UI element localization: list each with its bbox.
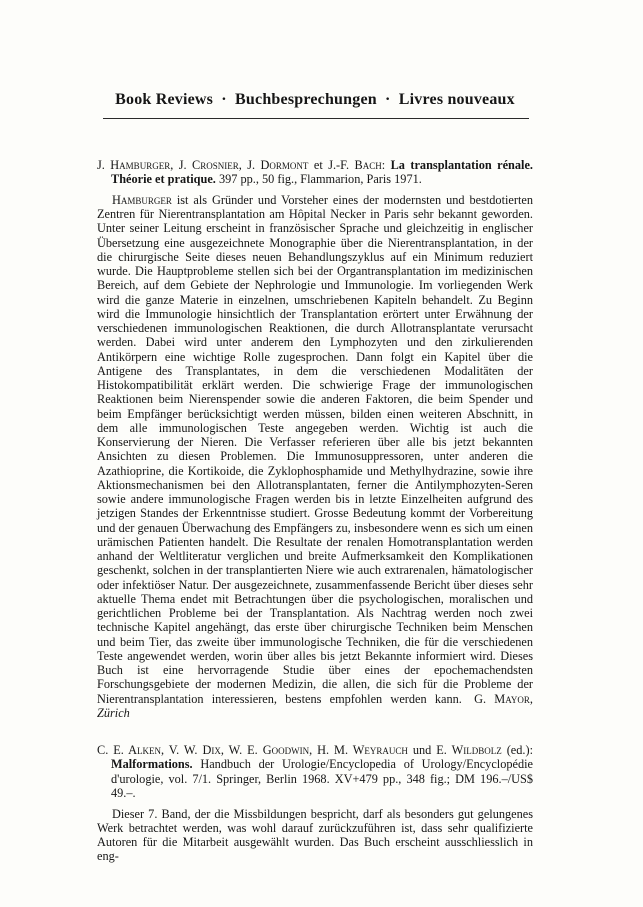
text-run [462, 692, 474, 706]
page-title: Book Reviews · Buchbesprechungen · Livres nouveaux [115, 91, 515, 108]
text-run: Zürich [97, 705, 130, 720]
review-text [97, 807, 533, 864]
text-run: ist als Gründer und Vorsteher eines der modernsten und bestdotierten Zentren für Nierentransplantation am Hôpital Necker in Paris sehr bekannt geworden. Unter seiner Leitung erscheint in französischer Sprache und gleichzeitig in englischer Übersetzung eine ausgezeichnete Monographie über die Nierentransplantation, in der die chirurgische Seite dieses neuen Behandlungszyklus auf ein Minimum reduziert wurde. Die Hauptprobleme stellen sich bei der Organtransplantation im medizinischen Bereich, auf dem Gebiete der Nephrologie und Immunologie. Im vorliegenden Werk wird die ganze Materie in einzelnen, umschriebenen Kapiteln behandelt. Zu Beginn wird die Immunologie hinsichtlich der Transplantation erörtert unter Erwähnung der verschiedenen immunologischen Reaktionen, die durch Allotransplantate verursacht werden. Dabei wird unter anderem den Lymphozyten und den zirkulierenden Antikörpern eine wichtige Rolle zugesprochen. Dann folgt ein Kapitel über die Antigene des Transplantates, in dem die verschiedenen Modalitäten der Histokompatibilität erklärt werden. Die schwierige Frage der immunologischen Reaktionen beim Nierenspender sowie die anderen Faktoren, die beim Spender und beim Empfänger berücksichtigt werden müssen, bilden einen weiteren Abschnitt, in dem alle immunologischen Teste angegeben werden. Wichtig ist auch die Konservierung der Nieren. Die Verfasser referieren über alle bis jetzt bekannten Ansichten zu diesen Problemen. Die Immunosuppressoren, unter anderen die Azathioprine, die Kortikoide, die Zyklophosphamide und Methylhydrazine, sowie ihre Aktionsmechanismen bei den Allotransplantaten, ferner die Antilymphozyten-Seren sowie andere immunologische Fragen werden bis in letzte Einzelheiten aufgrund des jetzigen Standes der Erkenntnisse studiert. Grosse Bedeutung kommt der Vorbereitung und der genauen Überwachung des Empfängers zu, insbesondere wenn es sich um einen urämischen Patienten handelt. Die Resultate der renalen Homotransplantation werden anhand der Weltliteratur verglichen und breite Aufmerksamkeit den Komplikationen geschenkt, solchen in der transplantierten Niere wie auch extrarenalen, hämatologischer oder infektiöser Natur. Der ausgezeichnete, zusammenfassende Bericht über dieses sehr aktuelle Thema endet mit Betrachtungen über die psychologischen, moralischen und gerichtlichen Probleme bei der Transplantation. Als Nachtrag werden noch zwei technische Kapitel angehängt, das erste über chirurgische Techniken beim Menschen und beim Tier, das zweite über immunologische Techniken, die für die verschiedenen Teste angewendet werden, worin über alles bis jetzt Bekannte informiert wird. Dieses Buch ist eine hervorragende Studie über eines der epochemachendsten Forschungsgebiete der modernen Medizin, die allen, die sich für die Probleme der Nierentransplantation interessieren, bestens empfohlen werden kann. [97, 192, 533, 706]
text-run: (ed.): [501, 743, 533, 758]
book-review-2 [97, 743, 533, 864]
text-run: C. E. Alken, V. W. Dix, W. E. Goodwin, H. M. Weyrauch [97, 743, 408, 758]
text-run: Dieser 7. Band, der die Missbildungen bespricht, darf als besonders gut gelungenes Werk betrachtet werden, was wohl darauf zurückzuführen ist, dass sehr qualifizierte Autoren für die Mitarbeit ausgewählt wurden. Das Buch erscheint ausschliesslich in eng- [97, 806, 533, 864]
text-run: J. Hamburger, J. Crosnier, J. Dormont [97, 158, 309, 172]
header-rule [103, 118, 529, 119]
text-run: La transplantation rénale. Théorie et pratique. [111, 158, 533, 187]
text-run: Handbuch der Urologie/Encyclopedia of Urology/Encyclopédie d'urologie, vol. 7/1. Springer, Berlin 1968. XV+479 pp., 348 fig.; DM 196.–/US$ 49.–. [111, 757, 533, 801]
book-citation [97, 158, 533, 187]
text-run: J.-F. Bach: [328, 158, 391, 172]
book-review-1 [97, 158, 533, 720]
book-citation [97, 743, 533, 801]
text-column [97, 0, 533, 864]
text-run: G. Mayor, [474, 691, 533, 706]
text-run: Malformations. [111, 757, 201, 772]
review-text [97, 193, 533, 720]
text-run: Hamburger [112, 192, 172, 207]
text-run: E. Wildbolz [436, 743, 502, 758]
text-run: 397 pp., 50 fig., Flammarion, Paris 1971. [218, 172, 422, 187]
text-run: et [308, 158, 329, 172]
text-run: und [407, 743, 437, 758]
